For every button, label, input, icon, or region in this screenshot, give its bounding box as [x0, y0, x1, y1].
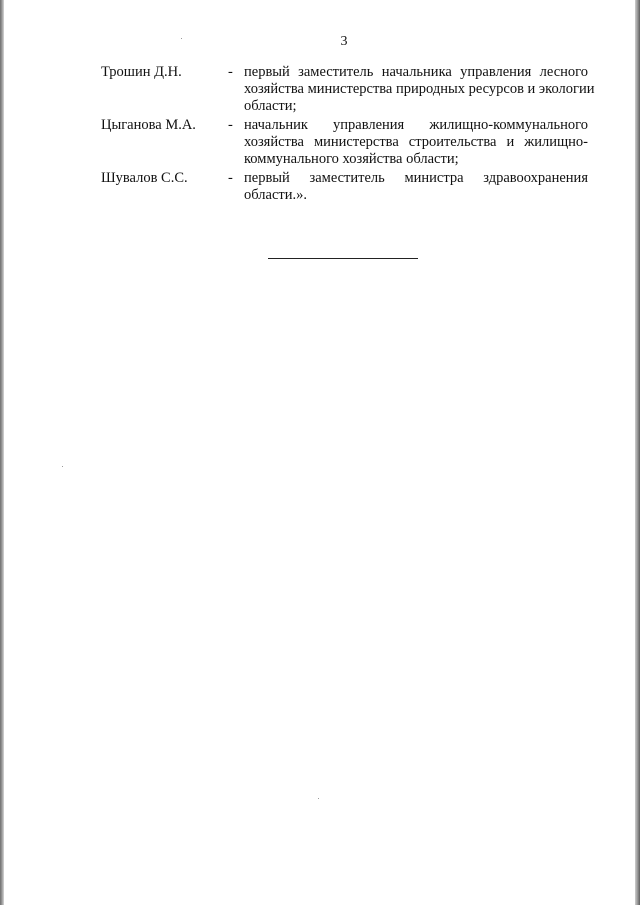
- member-position: [244, 117, 588, 168]
- member-position: [244, 64, 595, 115]
- member-list: [0, 64, 640, 206]
- member-position-line: коммунального хозяйства области;: [244, 151, 459, 167]
- member-dash: -: [228, 117, 233, 133]
- member-position: [244, 170, 588, 204]
- member-dash: -: [228, 170, 233, 186]
- member-position-line: первый заместитель министра здравоохранения: [244, 170, 588, 186]
- member-position-line: начальник управления жилищно-коммунального: [244, 117, 588, 133]
- scan-speck: [62, 466, 63, 467]
- scan-speck: [318, 798, 319, 799]
- member-name: Цыганова М.А.: [101, 117, 196, 133]
- member-dash: -: [228, 64, 233, 80]
- member-position-line: хозяйства министерства строительства и жилищно-: [244, 134, 588, 150]
- page-number: 3: [340, 34, 348, 49]
- closing-rule: [268, 258, 418, 259]
- member-position-line: хозяйства министерства природных ресурсов и экологии: [244, 81, 595, 97]
- member-entry: [0, 64, 640, 115]
- member-position-line: первый заместитель начальника управления лесного: [244, 64, 588, 80]
- member-name: Шувалов С.С.: [101, 170, 188, 186]
- member-name: Трошин Д.Н.: [101, 64, 182, 80]
- member-entry: [0, 117, 640, 168]
- member-position-line: области;: [244, 98, 297, 114]
- member-position-line: области.».: [244, 187, 307, 203]
- member-entry: [0, 170, 640, 204]
- scan-speck: [181, 38, 182, 39]
